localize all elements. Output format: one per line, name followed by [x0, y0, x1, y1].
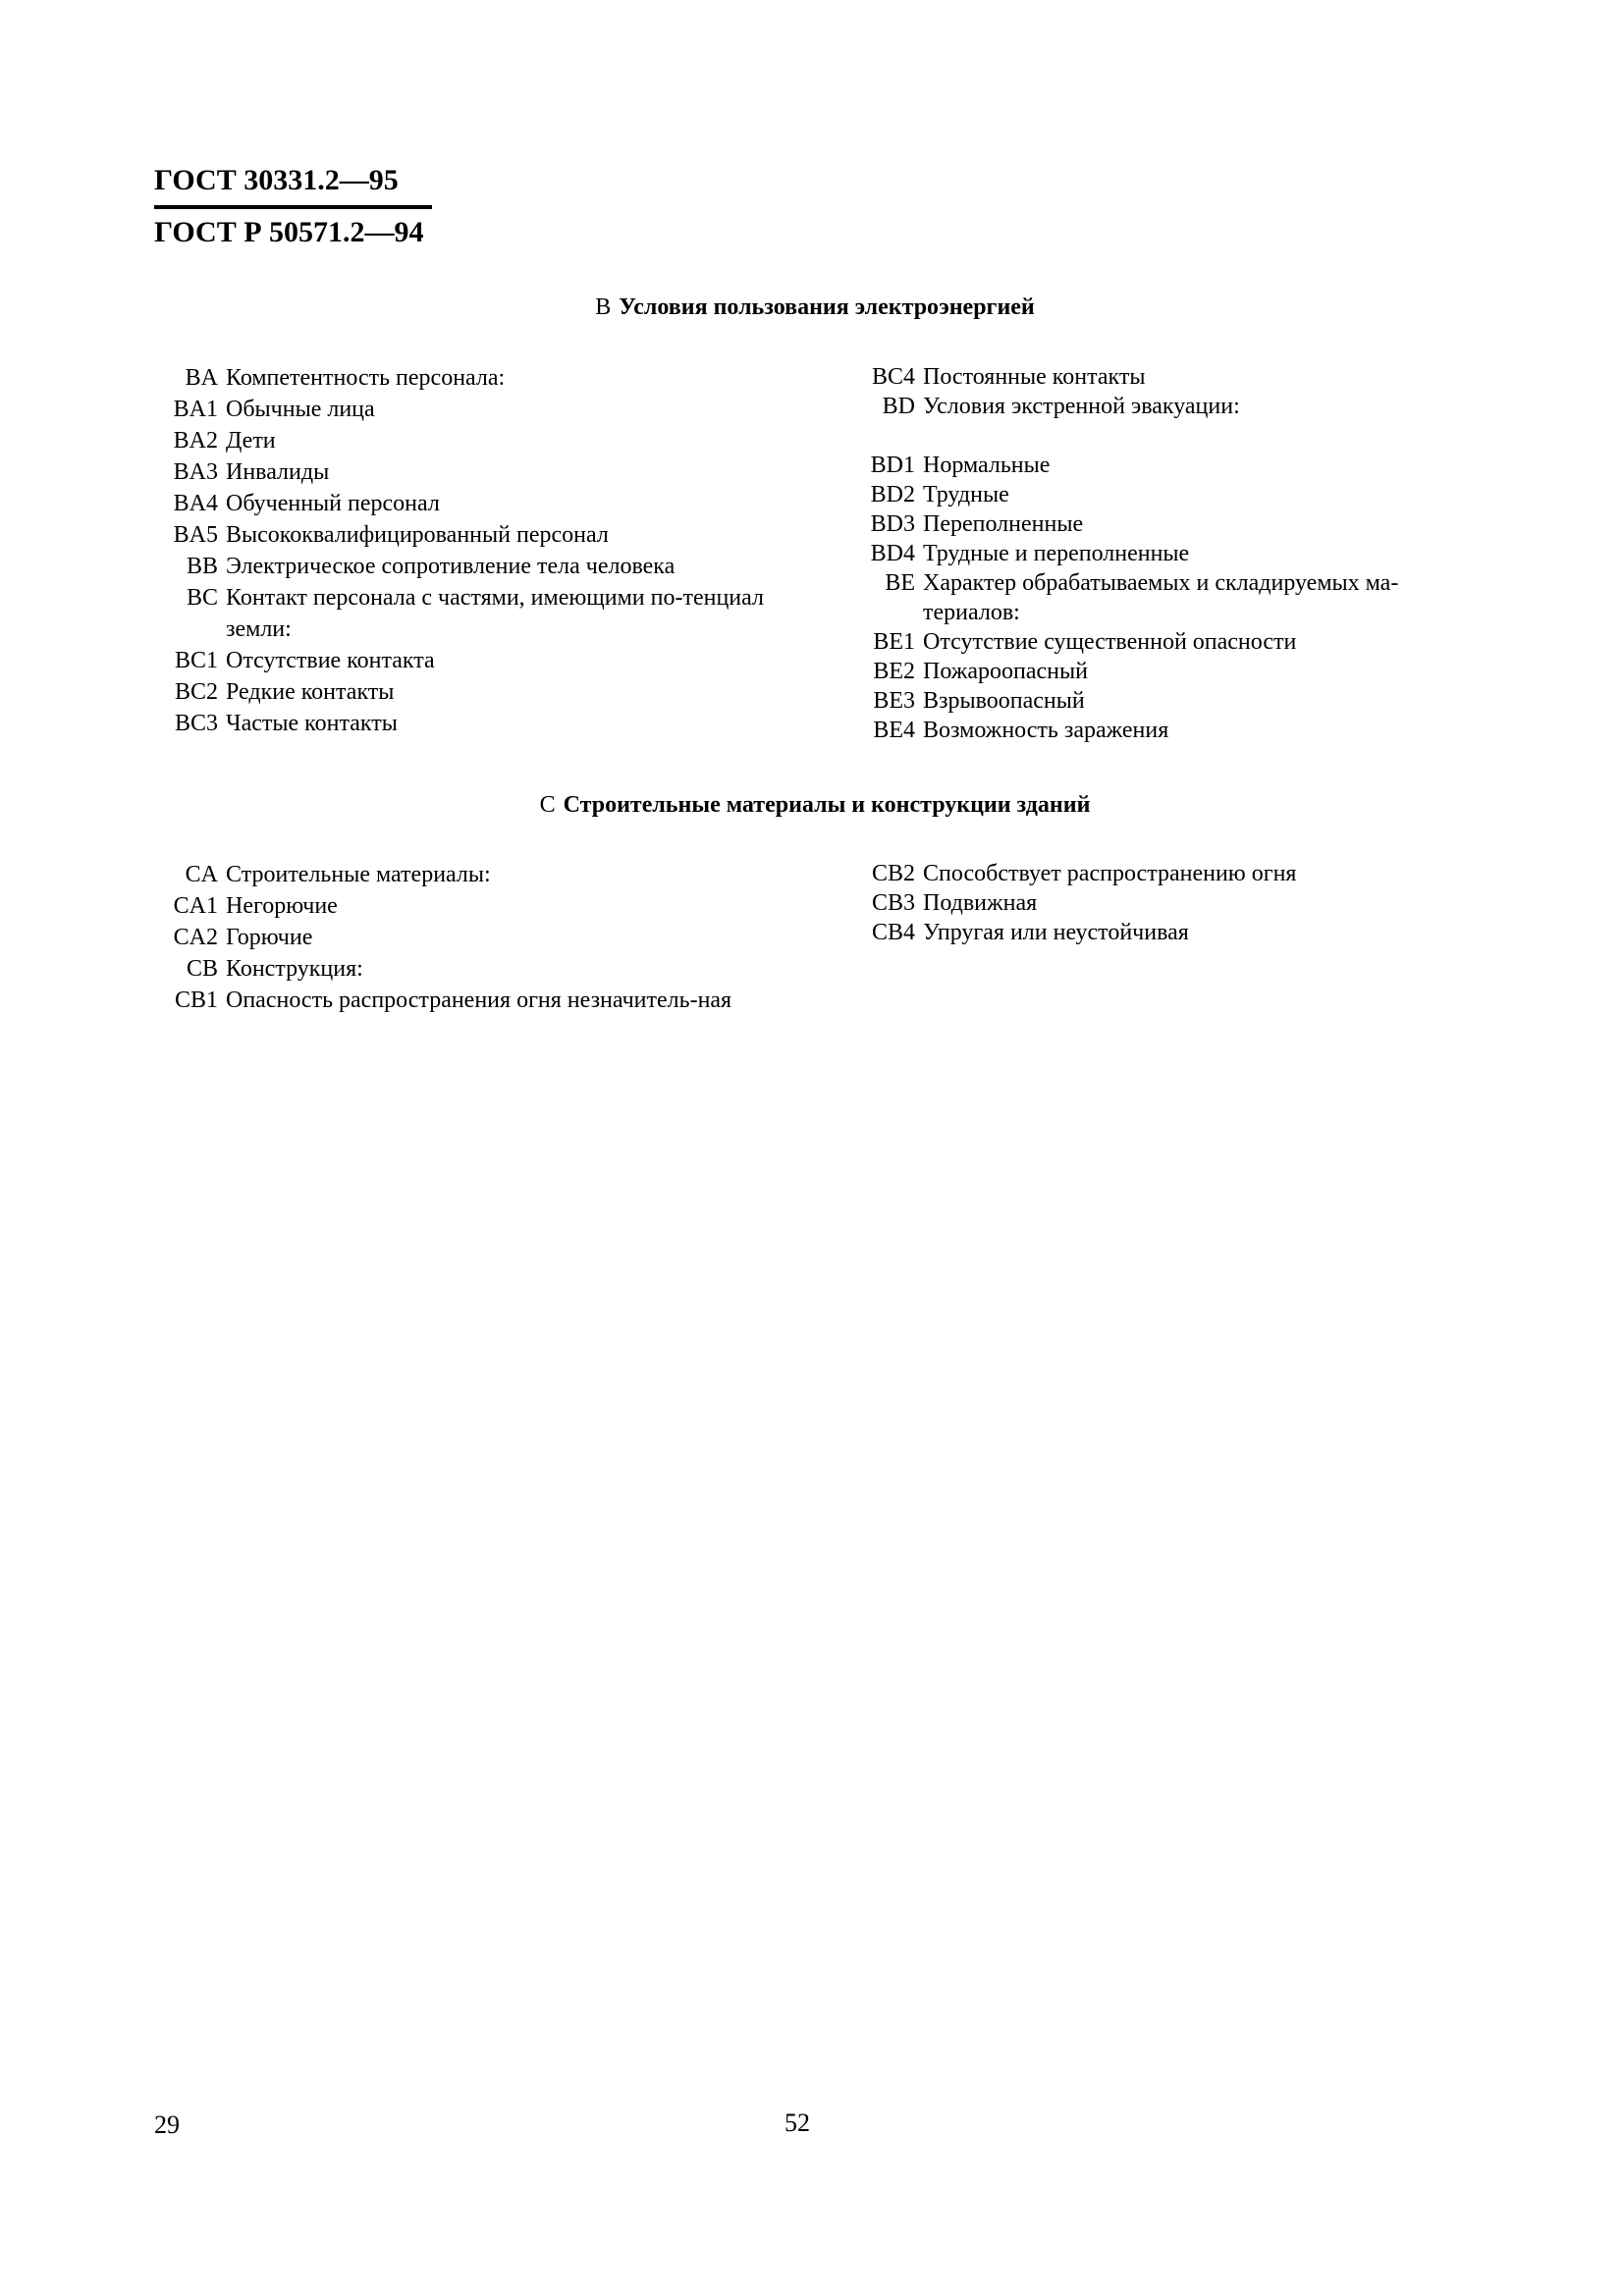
item-code: BA1	[173, 397, 218, 422]
item-code: BD3	[870, 511, 915, 537]
item-code: BA3	[173, 459, 218, 485]
list-item	[854, 686, 1483, 716]
section-b-left-column	[157, 362, 785, 739]
list-item	[854, 451, 1483, 480]
item-code: BD2	[870, 482, 915, 507]
item-text: Обученный персонал	[226, 491, 440, 516]
item-text: Опасность распространения огня незначитель-ная	[226, 988, 732, 1013]
item-text: Горючие	[226, 925, 313, 950]
section-title-b	[154, 293, 1476, 322]
header-divider	[154, 205, 432, 209]
list-item	[157, 425, 785, 456]
list-item	[854, 716, 1483, 745]
item-text: Высококвалифицированный персонал	[226, 522, 609, 548]
item-text: Характер обрабатываемых и складируемых ма-териалов:	[923, 570, 1399, 625]
item-code: CA	[185, 862, 218, 887]
list-item	[157, 890, 785, 922]
item-text: Нормальные	[923, 453, 1051, 478]
item-text: Обычные лица	[226, 397, 375, 422]
item-code: BA5	[173, 522, 218, 548]
item-text: Отсутствие контакта	[226, 648, 435, 673]
list-item	[157, 953, 785, 985]
item-text: Способствует распространению огня	[923, 861, 1297, 886]
item-code: BD	[882, 394, 915, 419]
item-code: BA	[185, 365, 218, 391]
item-code: CB	[186, 956, 218, 982]
list-item	[157, 922, 785, 953]
list-item	[157, 859, 785, 890]
list-item	[854, 539, 1483, 568]
list-item	[157, 708, 785, 739]
list-item	[854, 392, 1483, 421]
item-code: BE	[885, 570, 915, 596]
section-heading: Строительные материалы и конструкции зданий	[563, 792, 1091, 818]
item-code: BC4	[871, 364, 915, 390]
item-text: Возможность заражения	[923, 718, 1169, 743]
item-code: BE2	[873, 659, 915, 684]
section-title-c	[154, 790, 1476, 820]
item-text: Электрическое сопротивление тела человека	[226, 554, 676, 579]
section-heading: Условия пользования электроэнергией	[619, 294, 1035, 320]
list-item	[854, 627, 1483, 657]
item-code: BE4	[873, 718, 915, 743]
list-item	[157, 985, 785, 1016]
page-number-left: 29	[154, 2110, 180, 2139]
section-b-right-column	[854, 362, 1483, 745]
list-item	[854, 918, 1483, 947]
list-item	[157, 676, 785, 708]
document-header	[154, 161, 432, 252]
list-item	[157, 362, 785, 394]
section-letter: С	[539, 792, 556, 818]
item-text: Трудные и переполненные	[923, 541, 1190, 566]
item-text: Строительные материалы:	[226, 862, 491, 887]
item-text: Конструкция:	[226, 956, 363, 982]
item-text: Подвижная	[923, 890, 1038, 916]
item-text: Переполненные	[923, 511, 1084, 537]
list-item	[157, 488, 785, 519]
item-code: BC1	[174, 648, 218, 673]
page-number-center: 52	[784, 2109, 810, 2137]
item-code: BC2	[174, 679, 218, 705]
item-code: BA2	[173, 428, 218, 454]
item-code: BE1	[873, 629, 915, 655]
item-code: CA2	[173, 925, 218, 950]
item-text: Дети	[226, 428, 276, 454]
section-c-left-column	[157, 859, 785, 1016]
item-text: Редкие контакты	[226, 679, 395, 705]
item-code: CB2	[871, 861, 915, 886]
list-item	[157, 456, 785, 488]
item-code: BA4	[173, 491, 218, 516]
item-text: Негорючие	[226, 893, 338, 919]
section-letter: В	[595, 294, 612, 320]
item-code: BC3	[174, 711, 218, 736]
list-item	[157, 551, 785, 582]
item-code: CB1	[174, 988, 218, 1013]
list-item	[157, 394, 785, 425]
item-code: BD4	[870, 541, 915, 566]
list-item	[854, 480, 1483, 509]
item-text: Пожароопасный	[923, 659, 1088, 684]
standard-number-secondary: ГОСТ Р 50571.2—94	[154, 216, 424, 248]
item-text: Отсутствие существенной опасности	[923, 629, 1297, 655]
list-item	[854, 859, 1483, 888]
item-code: CB4	[871, 920, 915, 945]
item-code: CA1	[173, 893, 218, 919]
list-item	[854, 657, 1483, 686]
item-text: Частые контакты	[226, 711, 398, 736]
list-item	[157, 582, 785, 645]
list-item	[157, 645, 785, 676]
item-text: Инвалиды	[226, 459, 330, 485]
item-text: Упругая или неустойчивая	[923, 920, 1189, 945]
list-item	[854, 362, 1483, 392]
section-c-right-column	[854, 859, 1483, 947]
item-code: BD1	[870, 453, 915, 478]
item-code: BE3	[873, 688, 915, 714]
item-code: BC	[186, 585, 218, 611]
item-code: BB	[186, 554, 218, 579]
item-code: CB3	[871, 890, 915, 916]
item-text: Контакт персонала с частями, имеющими по-тенциал земли:	[226, 585, 764, 642]
list-item	[854, 888, 1483, 918]
standard-number-primary: ГОСТ 30331.2—95	[154, 164, 399, 196]
list-item	[157, 519, 785, 551]
item-text: Взрывоопасный	[923, 688, 1085, 714]
list-item	[854, 568, 1483, 627]
list-item	[854, 509, 1483, 539]
item-text: Условия экстренной эвакуации:	[923, 394, 1240, 419]
item-text: Постоянные контакты	[923, 364, 1146, 390]
item-text: Компетентность персонала:	[226, 365, 506, 391]
item-text: Трудные	[923, 482, 1009, 507]
blank-line	[854, 421, 1483, 451]
